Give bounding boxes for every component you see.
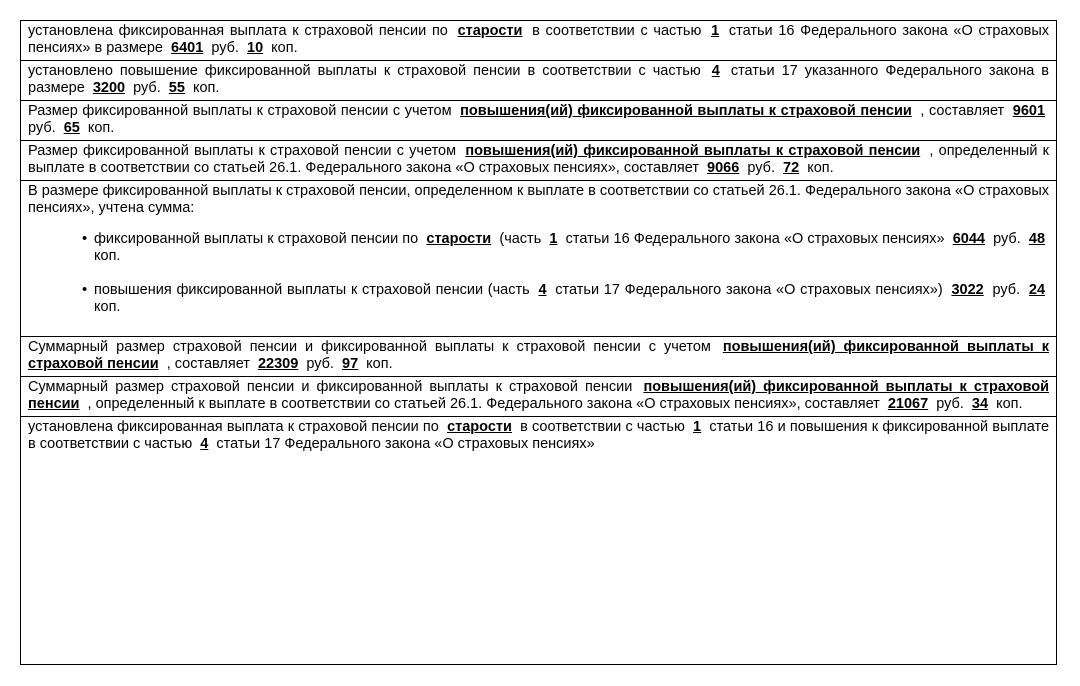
total-with-increase-paragraph [21, 336, 1056, 376]
pension-type-value: старости [457, 23, 523, 39]
rubles-value: 6401 [171, 40, 204, 56]
total-determined-paragraph [21, 376, 1056, 416]
text: фиксированной выплаты к страховой пенсии по [94, 231, 419, 247]
kopecks-value: 34 [971, 396, 989, 412]
part-value: 4 [538, 282, 547, 298]
rub-unit: руб. [133, 80, 161, 96]
text: повышения фиксированной выплаты к страховой пенсии (часть [94, 282, 530, 298]
text: статьи 16 Федерального закона «О страховых пенсиях» [565, 231, 945, 247]
part-value: 1 [549, 231, 558, 247]
kop-unit: коп. [366, 356, 393, 372]
included-sum-list [28, 231, 1049, 316]
text: статьи 17 Федерального закона «О страховых пенсиях») [555, 282, 943, 298]
text: установлено повышение фиксированной выплаты к страховой пенсии в соответствии с частью [28, 63, 701, 79]
rubles-value: 22309 [257, 356, 299, 372]
fixed-payment-paragraph [21, 21, 1056, 60]
text: В размере фиксированной выплаты к страховой пенсии, определенном к выплате в соответствии со статьей 26.1. Федерального закона «О страховых пенсиях», учтена сумма: [28, 183, 1049, 216]
kop-unit: коп. [271, 40, 298, 56]
text: , составляет [920, 103, 1005, 119]
fixed-payment-with-increase-paragraph [21, 100, 1056, 140]
kopecks-value: 10 [247, 40, 264, 56]
text: Размер фиксированной выплаты к страховой пенсии с учетом [28, 143, 457, 159]
kop-unit: коп. [996, 396, 1023, 412]
rubles-value: 9601 [1012, 103, 1046, 119]
increase-value: повышения(ий) фиксированной выплаты к страховой пенсии [28, 339, 1050, 372]
kopecks-value: 97 [342, 356, 359, 372]
kopecks-value: 24 [1028, 282, 1046, 298]
rub-unit: руб. [306, 356, 334, 372]
text: установлена фиксированная выплата к страховой пенсии по [28, 419, 439, 435]
rubles-value: 6044 [952, 231, 985, 247]
text: статьи 17 Федерального закона «О страховых пенсиях» [216, 436, 595, 452]
text: в соответствии с частью [520, 419, 685, 435]
kop-unit: коп. [807, 160, 834, 176]
rub-unit: руб. [747, 160, 775, 176]
kopecks-value: 55 [168, 80, 185, 96]
text: в соответствии с частью [532, 23, 702, 39]
pension-type-value: старости [426, 231, 492, 247]
increase-paragraph [21, 60, 1056, 100]
rubles-value: 3022 [951, 282, 984, 298]
rub-unit: руб. [993, 231, 1021, 247]
list-item [94, 231, 1049, 265]
increase-value: повышения(ий) фиксированной выплаты к страховой пенсии [28, 379, 1049, 412]
part-value: 1 [711, 23, 720, 39]
rub-unit: руб. [992, 282, 1021, 298]
rubles-value: 21067 [887, 396, 929, 412]
part-value: 4 [200, 436, 209, 452]
kopecks-value: 48 [1028, 231, 1046, 247]
kop-unit: коп. [94, 299, 121, 315]
text: статьи 16 и повышения к фиксированной выплате в соответствии с частью [28, 419, 1050, 452]
rub-unit: руб. [936, 396, 964, 412]
text: , определенный к выплате в соответствии со статьей 26.1. Федерального закона «О страховых пенсиях», составляет [87, 396, 880, 412]
included-sum-paragraph [21, 180, 1056, 336]
kopecks-value: 72 [783, 160, 800, 176]
kop-unit: коп. [87, 120, 115, 136]
increase-value: повышения(ий) фиксированной выплаты к страховой пенсии [460, 103, 912, 119]
part-value: 4 [711, 63, 720, 79]
text: , составляет [166, 356, 250, 372]
text: Суммарный размер страховой пенсии и фиксированной выплаты к страховой пенсии [28, 379, 633, 395]
text: , определенный к выплате в соответствии со статьей 26.1. Федерального закона «О страховых пенсиях», составляет [28, 143, 1050, 176]
text: (часть [499, 231, 542, 247]
text: статьи 17 указанного Федерального закона в размере [28, 63, 1049, 96]
rub-unit: руб. [28, 120, 56, 136]
text: Размер фиксированной выплаты к страховой пенсии с учетом [28, 103, 452, 119]
text: установлена фиксированная выплата к страховой пенсии по [28, 23, 448, 39]
kop-unit: коп. [192, 80, 220, 96]
pension-document [20, 20, 1057, 665]
part-value: 1 [693, 419, 702, 435]
increase-value: повышения(ий) фиксированной выплаты к страховой пенсии [465, 143, 921, 159]
rubles-value: 9066 [707, 160, 740, 176]
text: статьи 16 Федерального закона «О страховых пенсиях» в размере [28, 23, 1050, 56]
kop-unit: коп. [94, 248, 121, 264]
pension-type-value: старости [447, 419, 512, 435]
fixed-payment-determined-paragraph [21, 140, 1056, 180]
text: Суммарный размер страховой пенсии и фиксированной выплаты к страховой пенсии с учетом [28, 339, 711, 355]
rubles-value: 3200 [92, 80, 126, 96]
rub-unit: руб. [211, 40, 239, 56]
list-item [94, 282, 1049, 316]
kopecks-value: 65 [63, 120, 80, 136]
fixed-payment-and-increase-paragraph [21, 416, 1056, 453]
